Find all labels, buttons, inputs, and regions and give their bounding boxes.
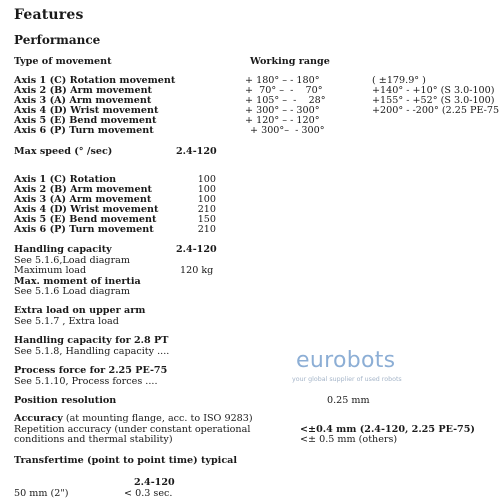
axis-label: Axis 2 (B) Arm movement bbox=[14, 85, 152, 96]
handling-label: Handling capacity bbox=[14, 244, 112, 255]
movement-header: Type of movement bbox=[14, 56, 112, 67]
transfertime-col-header: 2.4-120 bbox=[134, 477, 175, 488]
extra-load-label: Extra load on upper arm bbox=[14, 305, 146, 316]
handling-see: See 5.1.6,Load diagram bbox=[14, 255, 130, 266]
page-title: Features bbox=[14, 7, 84, 23]
speed-axis-label: Axis 5 (E) Bend movement bbox=[14, 214, 157, 225]
eurobots-tagline: your global supplier of used robots bbox=[292, 376, 402, 383]
range-header: Working range bbox=[250, 56, 330, 67]
axis-range-alt: ( ±179.9° ) bbox=[372, 75, 426, 86]
transfertime-label: Transfertime (point to point time) typical bbox=[14, 455, 238, 466]
speed-axis-label: Axis 2 (B) Arm movement bbox=[14, 184, 152, 195]
axis-range: + 120° – - 120° bbox=[245, 115, 320, 126]
max-load-label: Maximum load bbox=[14, 265, 87, 276]
max-speed-value: 2.4-120 bbox=[176, 146, 217, 157]
speed-axis-value: 100 bbox=[197, 184, 216, 195]
eurobots-logo: eurobots bbox=[296, 348, 396, 373]
axis-range-alt: +140° - +10° (S 3.0-100) bbox=[372, 85, 495, 96]
axis-range: + 300° – - 300° bbox=[245, 105, 320, 116]
handling-28-see: See 5.1.8, Handling capacity .... bbox=[14, 346, 170, 357]
transfertime-row-value: < 0.3 sec. bbox=[124, 488, 173, 499]
accuracy-line2: conditions and thermal stability) bbox=[14, 434, 173, 445]
axis-range: + 180° – - 180° bbox=[245, 75, 320, 86]
speed-axis-value: 210 bbox=[197, 204, 216, 215]
axis-range-alt: +200° - -200° (2.25 PE-75 bbox=[372, 105, 500, 116]
accuracy-line1: Repetition accuracy (under constant operational bbox=[14, 424, 251, 435]
axis-range: + 70° – - 70° bbox=[245, 85, 323, 96]
speed-axis-value: 100 bbox=[197, 194, 216, 205]
axis-label: Axis 6 (P) Turn movement bbox=[14, 125, 154, 136]
inertia-label: Max. moment of inertia bbox=[14, 276, 141, 287]
axis-range: + 300°– - 300° bbox=[250, 125, 325, 136]
max-load-value: 120 kg bbox=[180, 265, 214, 276]
accuracy-label: Accuracy bbox=[14, 413, 63, 424]
max-speed-label: Max speed (° /sec) bbox=[14, 146, 113, 157]
accuracy-value1: <±0.4 mm (2.4-120, 2.25 PE-75) bbox=[300, 424, 475, 435]
accuracy-note: (at mounting flange, acc. to ISO 9283) bbox=[62, 413, 253, 424]
speed-axis-label: Axis 1 (C) Rotation bbox=[14, 174, 117, 185]
position-resolution-label: Position resolution bbox=[14, 395, 117, 406]
accuracy-value2: <± 0.5 mm (others) bbox=[300, 434, 398, 445]
axis-label: Axis 5 (E) Bend movement bbox=[14, 115, 157, 126]
process-force-label: Process force for 2.25 PE-75 bbox=[14, 365, 168, 376]
axis-label: Axis 4 (D) Wrist movement bbox=[14, 105, 159, 116]
axis-range: + 105° – - 28° bbox=[245, 95, 326, 106]
handling-value: 2.4-120 bbox=[176, 244, 217, 255]
speed-axis-value: 150 bbox=[197, 214, 216, 225]
axis-label: Axis 1 (C) Rotation movement bbox=[14, 75, 176, 86]
speed-axis-label: Axis 4 (D) Wrist movement bbox=[14, 204, 159, 215]
transfertime-row-label: 50 mm (2") bbox=[14, 488, 69, 499]
speed-axis-label: Axis 3 (A) Arm movement bbox=[14, 194, 152, 205]
handling-28-label: Handling capacity for 2.8 PT bbox=[14, 335, 169, 346]
accuracy-heading bbox=[14, 414, 253, 424]
eurobots-watermark bbox=[292, 350, 500, 390]
extra-load-see: See 5.1.7 , Extra load bbox=[14, 316, 119, 327]
axis-label: Axis 3 (A) Arm movement bbox=[14, 95, 152, 106]
position-resolution-value: 0.25 mm bbox=[327, 395, 370, 406]
process-force-see: See 5.1.10, Process forces .... bbox=[14, 376, 158, 387]
inertia-see: See 5.1.6 Load diagram bbox=[14, 286, 130, 297]
speed-axis-value: 100 bbox=[197, 174, 216, 185]
speed-axis-value: 210 bbox=[197, 224, 216, 235]
axis-range-alt: +155° - +52° (S 3.0-100) bbox=[372, 95, 495, 106]
section-title: Performance bbox=[14, 33, 101, 47]
speed-axis-label: Axis 6 (P) Turn movement bbox=[14, 224, 154, 235]
